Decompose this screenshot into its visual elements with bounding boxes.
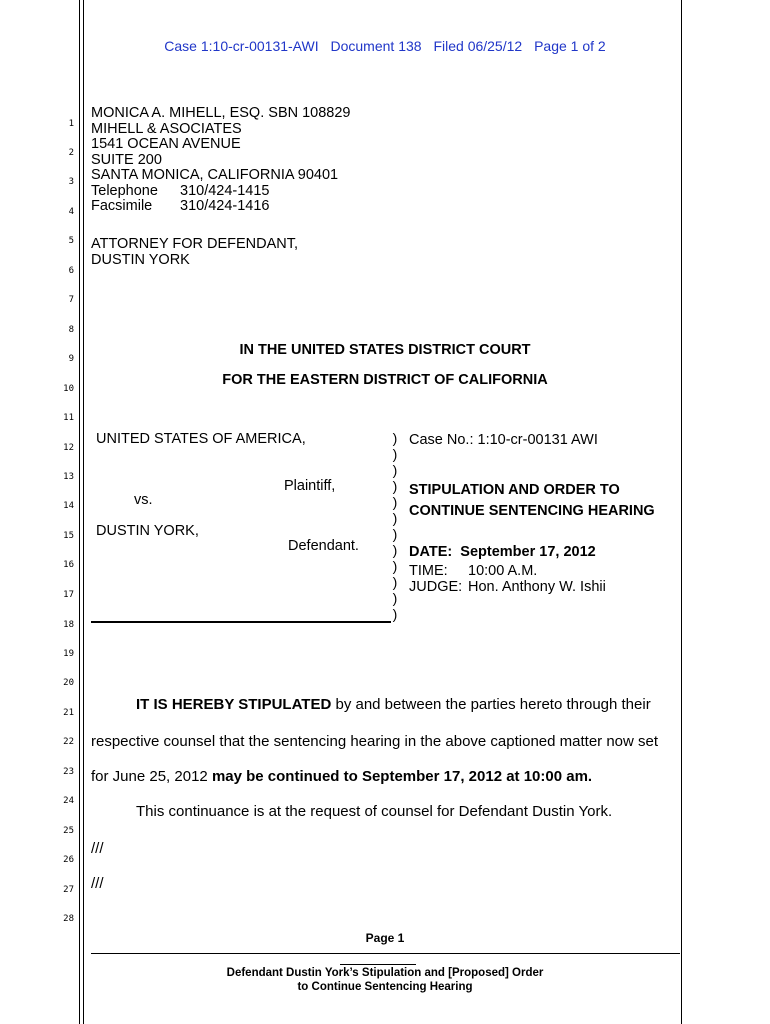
header-page: Page 1 of 2 [534, 38, 606, 54]
line-number: 11 [63, 413, 74, 423]
left-margin-rule-inner [83, 0, 84, 1024]
stipulation-line3-bold: may be continued to September 17, 2012 at 10:00 am. [211, 768, 593, 785]
header-document: Document 138 [330, 38, 422, 54]
attorney-city: SANTA MONICA, CALIFORNIA 90401 [91, 167, 339, 183]
attorney-telephone-row [91, 184, 351, 200]
document-title-line2: CONTINUE SENTENCING HEARING [409, 503, 655, 519]
stipulation-line1-rest: by and between the parties hereto through their [331, 696, 651, 713]
caption-bracket: ) [392, 542, 398, 558]
stipulation-line1 [136, 696, 651, 713]
caption-bracket: ) [392, 494, 398, 510]
slashes-2: /// [91, 875, 104, 892]
caption-bracket: ) [392, 606, 398, 622]
caption-bracket: ) [392, 526, 398, 542]
header-filed: Filed 06/25/12 [433, 38, 523, 54]
caption-bracket: ) [392, 510, 398, 526]
attorney-suite: SUITE 200 [91, 151, 162, 168]
hearing-time: 10:00 A.M. [468, 563, 538, 579]
caption-bracket: ) [392, 446, 398, 462]
line-number: 25 [63, 826, 74, 836]
line-number: 6 [68, 266, 74, 276]
attorney-fax-row [91, 199, 351, 215]
attorney-client: DUSTIN YORK [91, 251, 190, 268]
line-number: 27 [63, 885, 74, 895]
versus: vs. [134, 492, 153, 508]
hearing-date-row [409, 544, 596, 560]
line-number: 16 [63, 560, 74, 570]
footer-title-line1: Defendant Dustin York’s Stipulation and [Proposed] Order [226, 967, 544, 979]
time-label: TIME: [409, 563, 448, 579]
line-number: 21 [63, 708, 74, 718]
line-number: 8 [68, 325, 74, 335]
line-number: 23 [63, 767, 74, 777]
line-number: 4 [68, 207, 74, 217]
line-number: 1 [68, 119, 74, 129]
line-number: 14 [63, 501, 74, 511]
line-number: 15 [63, 531, 74, 541]
hearing-time-row [409, 563, 537, 579]
line-number: 24 [63, 796, 74, 806]
judge-label: JUDGE: [409, 579, 463, 595]
stipulation-lead: IT IS HEREBY STIPULATED [136, 696, 332, 713]
stipulation-line3-start: for June 25, 2012 [91, 768, 212, 785]
line-number: 5 [68, 236, 74, 246]
caption-bracket: ) [392, 478, 398, 494]
stipulation-line3 [91, 768, 592, 785]
line-number: 17 [63, 590, 74, 600]
judge-name: Hon. Anthony W. Ishii [468, 579, 606, 595]
hearing-date: September 17, 2012 [460, 544, 596, 560]
plaintiff-name: UNITED STATES OF AMERICA, [96, 431, 306, 447]
attorney-role: ATTORNEY FOR DEFENDANT, [91, 236, 299, 252]
court-title-line2: FOR THE EASTERN DISTRICT OF CALIFORNIA [222, 372, 548, 388]
defendant-name: DUSTIN YORK, [96, 523, 199, 539]
footer-rule [91, 953, 680, 954]
line-number: 19 [63, 649, 74, 659]
filing-header [0, 38, 770, 54]
slashes-1: /// [91, 840, 104, 857]
fax-number: 310/424-1416 [180, 198, 270, 214]
caption-bracket: ) [392, 558, 398, 574]
caption-bracket: ) [392, 462, 398, 478]
right-margin-rule [681, 0, 682, 1024]
court-title-line1: IN THE UNITED STATES DISTRICT COURT [239, 342, 531, 358]
attorney-block [91, 106, 351, 215]
left-margin-rule-outer [79, 0, 80, 1024]
line-number: 3 [68, 177, 74, 187]
document-title-line1: STIPULATION AND ORDER TO [409, 482, 620, 498]
judge-row [409, 579, 606, 595]
attorney-firm: MIHELL & ASOCIATES [91, 120, 242, 137]
defendant-label: Defendant. [288, 538, 359, 554]
caption-bracket: ) [392, 590, 398, 606]
line-number: 7 [68, 295, 74, 305]
line-number: 26 [63, 855, 74, 865]
attorney-street: 1541 OCEAN AVENUE [91, 136, 241, 152]
attorney-role-block [91, 237, 298, 268]
footer-short-rule [340, 964, 416, 965]
stipulation-line2: respective counsel that the sentencing hearing in the above captioned matter now set [91, 733, 659, 750]
telephone-label: Telephone [91, 182, 158, 199]
line-number: 13 [63, 472, 74, 482]
line-number: 18 [63, 620, 74, 630]
attorney-name: MONICA A. MIHELL, ESQ. SBN 108829 [91, 105, 351, 121]
line-number: 9 [68, 354, 74, 364]
line-number: 28 [63, 914, 74, 924]
line-number: 10 [63, 384, 74, 394]
line-number: 12 [63, 443, 74, 453]
footer-page-label: Page 1 [365, 931, 405, 945]
date-label: DATE: [409, 544, 453, 560]
plaintiff-label: Plaintiff, [284, 478, 336, 494]
fax-label: Facsimile [91, 198, 153, 214]
footer-title-line2: to Continue Sentencing Hearing [297, 981, 473, 993]
caption-bracket: ) [392, 430, 398, 446]
caption-underline [91, 621, 391, 623]
header-case: Case 1:10-cr-00131-AWI [164, 38, 319, 54]
line-number: 2 [68, 148, 74, 158]
case-number: Case No.: 1:10-cr-00131 AWI [409, 432, 598, 448]
caption-bracket: ) [392, 574, 398, 590]
line-number: 20 [63, 678, 74, 688]
continuance-paragraph: This continuance is at the request of counsel for Defendant Dustin York. [136, 803, 613, 820]
telephone-number: 310/424-1415 [180, 182, 270, 199]
line-number: 22 [63, 737, 74, 747]
